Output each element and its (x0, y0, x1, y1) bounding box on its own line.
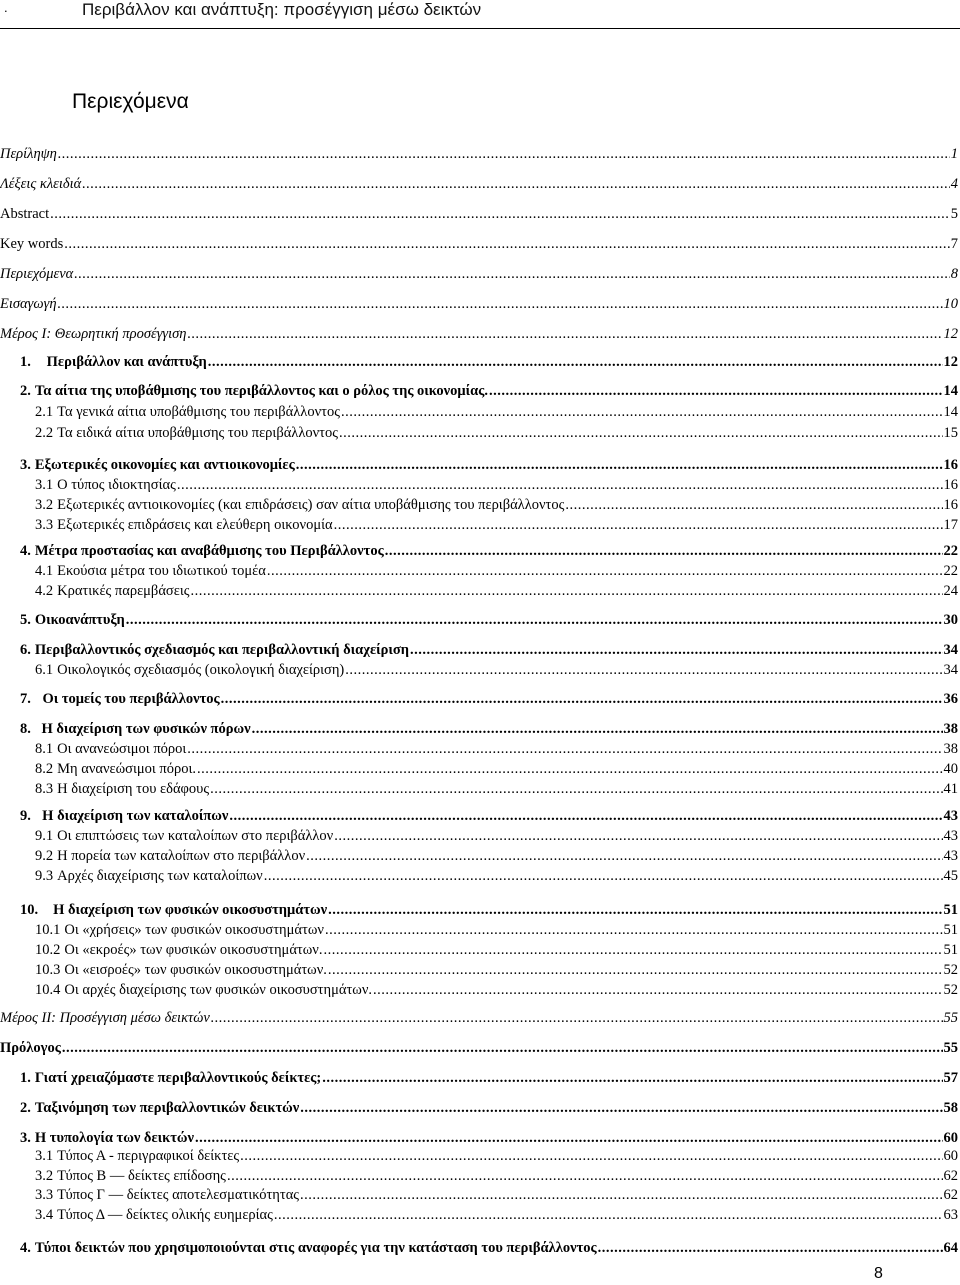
toc-entry-label: Οι «εκροές» των φυσικών οικοσυστημάτων. (64, 942, 323, 958)
toc-entry-page: 51 (943, 942, 958, 958)
toc-entry-number: 3.1 (35, 1148, 54, 1164)
toc-entry-number: 3. (20, 457, 31, 473)
toc-entry-number: 3.2 (35, 497, 54, 513)
toc-entry[interactable] (35, 779, 958, 799)
toc-entry-page: 34 (943, 642, 958, 658)
dot-leader (322, 1068, 942, 1088)
toc-entry-label: Εισαγωγή (0, 296, 57, 312)
dot-leader (74, 264, 949, 284)
toc-entry-number: 6.1 (35, 662, 54, 678)
toc-entry-page: 4 (950, 176, 958, 192)
toc-entry-label: Η διαχείριση των φυσικών πόρων (41, 721, 251, 737)
toc-entry[interactable] (35, 495, 958, 515)
toc-entry-number: 4. (20, 543, 31, 559)
toc-entry[interactable] (35, 759, 958, 779)
toc-entry-number: 2.1 (35, 404, 54, 420)
toc-entry-number: 4.2 (35, 583, 54, 599)
dot-leader (325, 920, 943, 940)
dot-leader (385, 541, 943, 561)
toc-entry-page: 5 (950, 206, 958, 222)
dot-leader (62, 1038, 943, 1058)
running-header (0, 0, 960, 32)
toc-entry[interactable] (20, 1068, 958, 1088)
toc-entry-label: Περιβαλλοντικός σχεδιασμός και περιβαλλοντική διαχείριση (34, 642, 410, 658)
toc-entry[interactable] (35, 475, 958, 495)
dot-leader (197, 759, 942, 779)
toc-entry-label: Αρχές διαχείρισης των καταλοίπων (57, 868, 263, 884)
dot-leader (50, 204, 950, 224)
toc-entry-page: 15 (943, 425, 958, 441)
toc-entry[interactable] (0, 144, 958, 164)
toc-entry-page: 12 (943, 354, 958, 370)
toc-entry-label: Μέτρα προστασίας και αναβάθμισης του Περιβάλλοντος (34, 543, 384, 559)
toc-entry-page: 43 (943, 848, 958, 864)
toc-entry[interactable] (0, 204, 958, 224)
toc-entry-label: Οι αρχές διαχείρισης των φυσικών οικοσυστημάτων. (64, 982, 373, 998)
toc-entry-page: 58 (943, 1100, 958, 1116)
toc-entry-label: Η διαχείριση του εδάφους (57, 781, 210, 797)
toc-entry-page: 38 (943, 741, 958, 757)
dot-leader (328, 900, 942, 920)
toc-entry-page: 45 (943, 868, 958, 884)
toc-entry-page: 22 (943, 543, 958, 559)
toc-entry-number: 9. (20, 808, 31, 824)
toc-entry-page: 62 (943, 1187, 958, 1203)
toc-entry-label: Οικολογικός σχεδιασμός (οικολογική διαχείριση) (57, 662, 345, 678)
toc-entry-label: Τύπος Α - περιγραφικοί δείκτες (57, 1148, 240, 1164)
toc-entry[interactable] (0, 174, 958, 194)
toc-entry[interactable] (35, 940, 958, 960)
toc-entry-label: Τύπος Β — δείκτες επίδοσης (57, 1167, 226, 1184)
toc-entry-number: 4. (20, 1240, 31, 1256)
toc-entry[interactable] (0, 1038, 958, 1058)
toc-entry[interactable] (35, 866, 958, 886)
toc-entry-page: 51 (943, 902, 958, 918)
toc-entry-label: Τα γενικά αίτια υποβάθμισης του περιβάλλοντος (57, 404, 340, 420)
toc-entry[interactable] (35, 515, 958, 535)
toc-entry[interactable] (35, 402, 958, 422)
toc-entry-label: Μέρος Ι: Θεωρητική προσέγγιση (0, 326, 187, 342)
toc-entry-label: Οικοανάπτυξη (34, 612, 125, 628)
toc-entry-label: Ο τύπος ιδιοκτησίας (57, 477, 176, 493)
dot-leader (210, 779, 942, 799)
dot-leader (187, 739, 942, 759)
toc-entry-number: 3.2 (35, 1167, 54, 1184)
toc-entry-page: 38 (943, 721, 958, 737)
dot-leader (300, 1185, 942, 1205)
toc-entry[interactable] (35, 1205, 958, 1225)
toc-entry[interactable] (35, 561, 958, 581)
toc-entry[interactable] (20, 689, 958, 709)
dot-leader (177, 475, 943, 495)
toc-entry-number: 2.2 (35, 425, 54, 441)
toc-entry[interactable] (20, 352, 958, 372)
dot-leader (208, 352, 943, 372)
toc-entry-label: Key words (0, 236, 64, 252)
dot-leader (274, 1205, 943, 1225)
toc-entry-label: Εξωτερικές οικονομίες και αντιοικονομίες (34, 457, 295, 473)
toc-entry-number: 3.4 (35, 1206, 54, 1223)
toc-entry-label: Η διαχείριση των φυσικών οικοσυστημάτων (53, 902, 328, 918)
toc-entry-label: Πρόλογος (0, 1040, 61, 1056)
toc-entry-label: Μέρος ΙΙ: Προσέγγιση μέσω δεικτών (0, 1010, 210, 1026)
header-dot: . (4, 0, 8, 15)
dot-leader (328, 960, 943, 980)
toc-entry-number: 10. (20, 902, 39, 918)
toc-entry[interactable] (0, 234, 958, 254)
toc-entry-label: Γιατί χρειαζόμαστε περιβαλλοντικούς δείκτες; (34, 1070, 322, 1086)
toc-entry[interactable] (20, 900, 958, 920)
toc-entry-number: 1. (20, 354, 31, 370)
dot-leader (64, 234, 950, 254)
dot-leader (264, 866, 943, 886)
toc-entry-page: 43 (943, 828, 958, 844)
toc-entry[interactable] (20, 610, 958, 630)
toc-entry-number: 8.1 (35, 741, 54, 757)
toc-entry-page: 24 (943, 583, 958, 599)
dot-leader (489, 381, 943, 401)
toc-entry[interactable] (35, 581, 958, 601)
toc-entry-page: 51 (943, 922, 958, 938)
toc-entry-page: 14 (943, 404, 958, 420)
toc-entry-page: 60 (943, 1148, 958, 1164)
toc-entry-number: 2. (20, 1100, 31, 1116)
toc-entry-page: 1 (950, 146, 958, 162)
toc-entry[interactable] (35, 826, 958, 846)
toc-entry-label: Περιβάλλον και ανάπτυξη (46, 354, 207, 370)
toc-entry[interactable] (0, 294, 958, 314)
toc-entry-number: 2. (20, 383, 31, 399)
toc-entry-page: 60 (943, 1130, 958, 1146)
toc-entry-page: 62 (943, 1167, 958, 1184)
dot-leader (296, 455, 943, 475)
toc-entry[interactable] (35, 960, 958, 980)
header-rule (0, 28, 960, 29)
toc-entry[interactable] (35, 739, 958, 759)
dot-leader (306, 846, 942, 866)
toc-entry-label: Οι επιπτώσεις των καταλοίπων στο περιβάλλον (57, 828, 334, 844)
toc-entry-page: 40 (943, 761, 958, 777)
toc-entry[interactable] (0, 324, 958, 344)
toc-entry-number: 9.3 (35, 868, 54, 884)
dot-leader (300, 1098, 942, 1118)
toc-entry-label: Τα ειδικά αίτια υποβάθμισης του περιβάλλοντος (57, 425, 338, 441)
toc-entry-page: 16 (943, 457, 958, 473)
toc-entry-label: Τα αίτια της υποβάθμισης του περιβάλλοντος και ο ρόλος της οικονομίας. (34, 383, 488, 399)
toc-entry[interactable] (20, 541, 958, 561)
toc-entry[interactable] (0, 1008, 958, 1028)
toc-entry-label: Οι τομείς του περιβάλλοντος (42, 691, 220, 707)
header-title: Περιβάλλον και ανάπτυξη: προσέγγιση μέσω δεικτών (82, 0, 482, 19)
toc-entry-page: 55 (943, 1040, 958, 1056)
toc-entry-number: 6. (20, 642, 31, 658)
toc-entry-label: Ταξινόμηση των περιβαλλοντικών δεικτών (34, 1100, 300, 1116)
toc-entry-label: Abstract (0, 206, 50, 222)
dot-leader (410, 640, 942, 660)
toc-entry-number: 7. (20, 691, 31, 707)
toc-entry-label: Περιεχόμενα (0, 266, 74, 282)
toc-entry[interactable] (20, 381, 958, 401)
toc-entry-page: 8 (950, 266, 958, 282)
dot-leader (565, 495, 942, 515)
toc-entry-number: 10.3 (35, 962, 61, 978)
toc-entry[interactable] (35, 423, 958, 443)
toc-entry-page: 52 (943, 962, 958, 978)
dot-leader (190, 581, 942, 601)
toc-entry-page: 14 (943, 383, 958, 399)
toc-entry-page: 7 (950, 236, 958, 252)
toc-entry-number: 8.2 (35, 761, 54, 777)
toc-entry[interactable] (0, 264, 958, 284)
dot-leader (598, 1238, 943, 1258)
page-number: 8 (874, 1265, 883, 1282)
toc-entry-page: 55 (943, 1010, 958, 1026)
dot-leader (126, 610, 943, 630)
dot-leader (252, 719, 943, 739)
dot-leader (345, 660, 942, 680)
toc-entry[interactable] (35, 846, 958, 866)
toc-entry-label: Η τυπολογία των δεικτών (34, 1130, 194, 1146)
toc-entry[interactable] (20, 806, 958, 826)
toc-entry-page: 43 (943, 808, 958, 824)
dot-leader (82, 174, 949, 194)
toc-entry-page: 16 (943, 497, 958, 513)
toc-entry-number: 9.1 (35, 828, 54, 844)
toc-entry[interactable] (35, 920, 958, 940)
dot-leader (339, 423, 943, 443)
toc-entry-page: 34 (943, 662, 958, 678)
toc-entry-label: Περίληψη (0, 146, 57, 162)
dot-leader (334, 515, 943, 535)
toc-entry[interactable] (35, 1185, 958, 1205)
dot-leader (267, 561, 943, 581)
toc-entry[interactable] (20, 455, 958, 475)
toc-entry-label: Τύπος Δ — δείκτες ολικής ευημερίας (57, 1206, 273, 1223)
dot-leader (227, 1166, 943, 1186)
toc-entry-number: 3. (20, 1130, 31, 1146)
toc-entry-page: 16 (943, 477, 958, 493)
dot-leader (323, 940, 942, 960)
dot-leader (58, 294, 943, 314)
toc-entry-label: Τύπος Γ — δείκτες αποτελεσματικότητας (57, 1187, 300, 1203)
toc-entry[interactable] (35, 980, 958, 1000)
toc-entry[interactable] (20, 1128, 958, 1148)
toc-entry[interactable] (20, 1238, 958, 1258)
dot-leader (188, 324, 943, 344)
toc-entry-label: Τύποι δεικτών που χρησιμοποιούνται στις αναφορές για την κατάσταση του περιβάλλοντος (34, 1240, 597, 1256)
toc-entry-number: 8. (20, 721, 31, 737)
dot-leader (211, 1008, 943, 1028)
dot-leader (195, 1128, 943, 1148)
toc-entry-number: 10.4 (35, 982, 61, 998)
toc-entry-label: Μη ανανεώσιμοι πόροι. (57, 761, 197, 777)
toc-entry-page: 36 (943, 691, 958, 707)
toc-entry-number: 1. (20, 1070, 31, 1086)
toc-entry-label: Εξωτερικές επιδράσεις και ελεύθερη οικονομία (57, 517, 333, 533)
toc-entry[interactable] (20, 1098, 958, 1118)
toc-entry[interactable] (20, 640, 958, 660)
toc-entry-number: 3.3 (35, 1187, 54, 1203)
dot-leader (229, 806, 942, 826)
toc-entry-page: 52 (943, 982, 958, 998)
dot-leader (58, 144, 950, 164)
toc-entry[interactable] (35, 660, 958, 680)
toc-title: Περιεχόμενα (72, 90, 189, 113)
toc-entry-label: Εξωτερικές αντιοικονομίες (και επιδράσεις) σαν αίτια υποβάθμισης του περιβάλλοντος (57, 497, 565, 513)
toc-entry-page: 17 (943, 517, 958, 533)
toc-entry-number: 4.1 (35, 563, 54, 579)
dot-leader (221, 689, 943, 709)
toc-entry-number: 3.3 (35, 517, 54, 533)
toc-entry-label: Η διαχείριση των καταλοίπων (42, 808, 229, 824)
dot-leader (341, 402, 943, 422)
dot-leader (373, 980, 942, 1000)
dot-leader (240, 1146, 942, 1166)
toc-entry-label: Οι «χρήσεις» των φυσικών οικοσυστημάτων (64, 922, 324, 938)
toc-entry-label: Κρατικές παρεμβάσεις (57, 583, 190, 599)
toc-entry-number: 3.1 (35, 477, 54, 493)
toc-entry-number: 10.1 (35, 922, 61, 938)
toc-entry-page: 64 (943, 1240, 958, 1256)
toc-entry-label: Λέξεις κλειδιά (0, 176, 82, 192)
toc-entry-page: 22 (943, 563, 958, 579)
toc-entry-page: 41 (943, 781, 958, 797)
toc-entry-number: 9.2 (35, 848, 54, 864)
toc-entry-label: Η πορεία των καταλοίπων στο περιβάλλον (57, 848, 306, 864)
toc-entry-label: Οι ανανεώσιμοι πόροι (57, 741, 187, 757)
dot-leader (334, 826, 942, 846)
toc-entry[interactable] (20, 719, 958, 739)
toc-entry-number: 5. (20, 612, 31, 628)
toc-entry-page: 12 (943, 326, 958, 342)
toc-entry-page: 30 (943, 612, 958, 628)
toc-entry-number: 10.2 (35, 942, 61, 958)
toc-entry-label: Εκούσια μέτρα του ιδιωτικού τομέα (57, 563, 266, 579)
toc-entry-label: Οι «εισροές» των φυσικών οικοσυστημάτων. (64, 962, 327, 978)
toc-entry-number: 8.3 (35, 781, 54, 797)
toc-entry-page: 57 (943, 1070, 958, 1086)
toc-entry-page: 63 (943, 1206, 958, 1223)
toc-entry[interactable] (35, 1146, 958, 1166)
toc-entry[interactable] (35, 1166, 958, 1186)
toc-entry-page: 10 (943, 296, 958, 312)
